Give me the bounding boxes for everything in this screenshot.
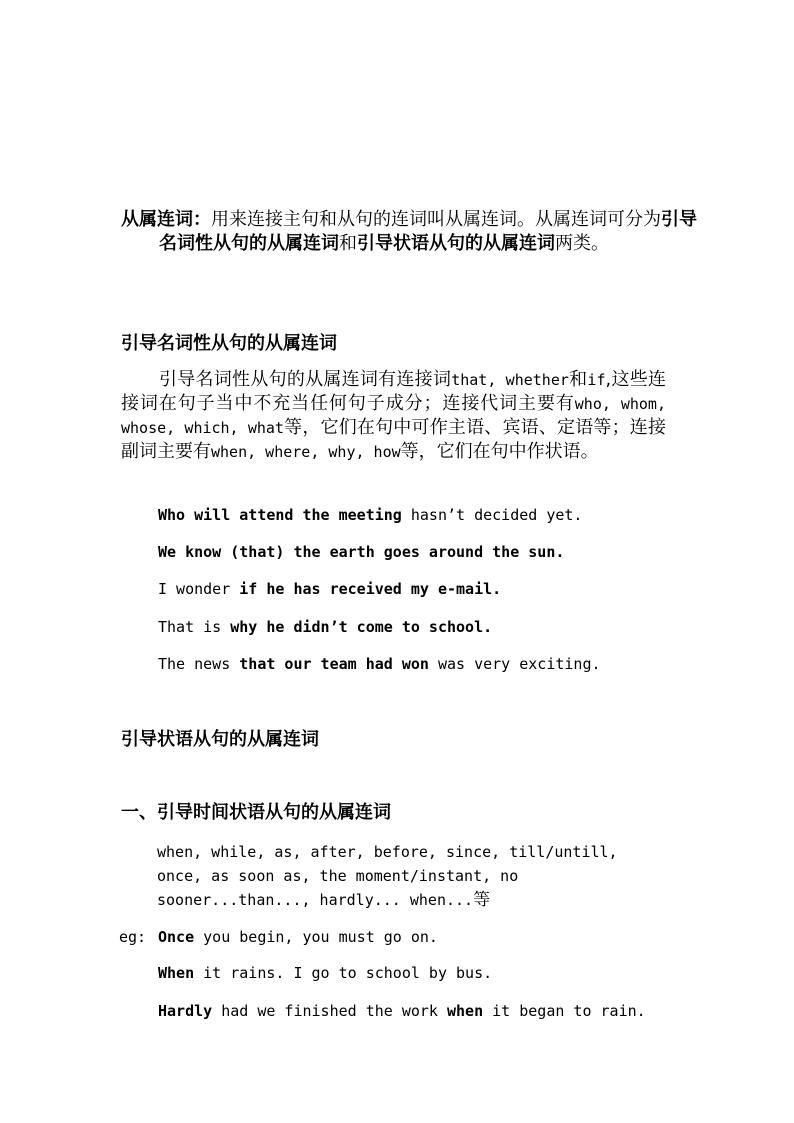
- intro-paragraph: [121, 208, 704, 256]
- example-sentence-5: [158, 653, 601, 675]
- conjunction-list-text: when, while, as, after, before, since, till/untill, once, as soon as, the moment/instant, no sooner...than..., hardly... when...: [157, 843, 618, 909]
- intro-text-1: 用来连接主句和从句的连词叫从属连词。从属连词可分为: [211, 209, 661, 230]
- para-mono-4: when, where, why, how: [211, 443, 401, 461]
- para-mono-1: that, whether: [451, 371, 569, 389]
- para-text-1: 引导名词性从句的从属连词有连接词: [159, 369, 452, 390]
- example-sentence-1: [158, 504, 582, 526]
- example-4-clause: why he didn’t come to school.: [230, 618, 493, 636]
- para-mono-2: if: [587, 371, 606, 389]
- example-2-text: We know (that) the earth goes around the sun.: [158, 543, 565, 561]
- example-1-clause: Who will attend the meeting: [158, 506, 402, 524]
- example-sentence-4: [158, 616, 492, 638]
- time-conjunction-list: [157, 840, 657, 912]
- example-4-lead: That is: [158, 618, 231, 636]
- time-example-2-conj: When: [158, 964, 195, 982]
- example-1-rest: hasn’t decided yet.: [401, 506, 583, 524]
- time-example-1: [158, 926, 438, 948]
- noun-clause-heading: 引导名词性从句的从属连词: [121, 333, 337, 354]
- intro-text-3: 两类。: [555, 233, 609, 254]
- adverbial-clause-heading: 引导状语从句的从属连词: [121, 729, 319, 750]
- time-example-3: [158, 1000, 646, 1022]
- example-sentence-2: [158, 541, 564, 563]
- time-example-1-conj: Once: [158, 928, 195, 946]
- example-5-rest: was very exciting.: [428, 655, 601, 673]
- example-sentence-3: [158, 578, 501, 600]
- example-3-lead: I wonder: [158, 580, 240, 598]
- para-text-4: 等，它们在句中可作主语、宾语、定语等；连接副词主要有: [121, 417, 667, 462]
- time-example-2-rest: it rains. I go to school by bus.: [194, 964, 493, 982]
- conjunction-list-suffix: 等: [473, 890, 491, 910]
- time-example-3-conj-2: when: [447, 1002, 484, 1020]
- time-example-3-mid: had we finished the work: [212, 1002, 447, 1020]
- para-text-5: 等，它们在句中作状语。: [400, 441, 599, 462]
- example-5-lead: The news: [158, 655, 240, 673]
- time-example-3-rest: it began to rain.: [483, 1002, 646, 1020]
- time-example-3-conj: Hardly: [158, 1002, 213, 1020]
- example-3-clause: if he has received my e-mail.: [239, 580, 502, 598]
- time-example-2: [158, 962, 492, 984]
- time-example-1-rest: you begin, you must go on.: [194, 928, 438, 946]
- intro-bold-2: 引导状语从句的从属连词: [357, 233, 555, 254]
- para-mono-3: who, whom, whose, which, what: [121, 395, 666, 437]
- intro-text-2: 和: [339, 233, 357, 254]
- intro-term: 从属连词：: [121, 209, 211, 230]
- example-5-clause: that our team had won: [239, 655, 429, 673]
- para-text-2: 和: [568, 369, 588, 390]
- para-text-3: ,这些连接词在句子当中不充当任何句子成分；连接代词主要有: [121, 369, 666, 414]
- intro-bold-1: 引导名词性从句的从属连词: [159, 209, 697, 254]
- time-clause-heading: 一、引导时间状语从句的从属连词: [121, 802, 391, 823]
- noun-clause-paragraph: [121, 368, 666, 464]
- eg-label: eg:: [119, 928, 147, 946]
